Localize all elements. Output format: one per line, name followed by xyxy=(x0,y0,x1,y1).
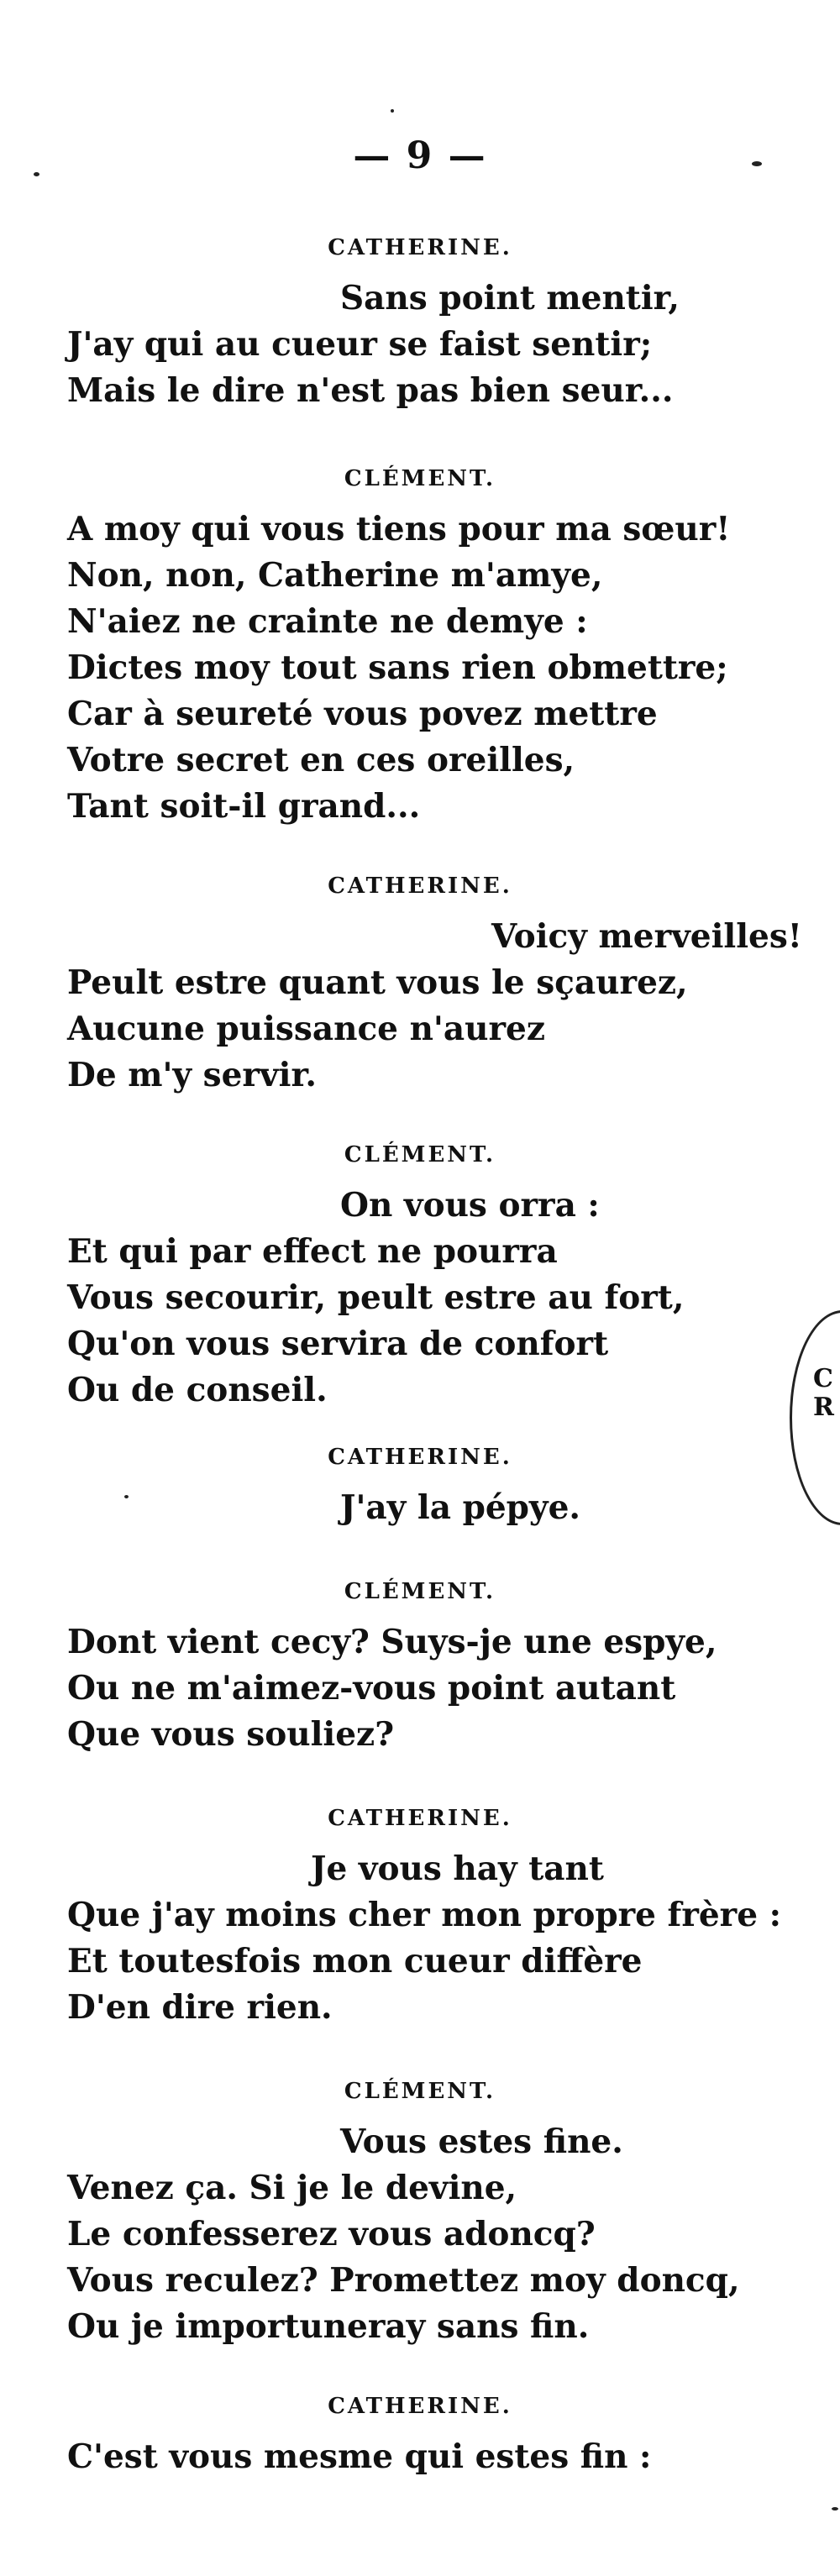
speaker-name: CLÉMENT. xyxy=(344,1142,496,1167)
verse-line: D'en dire rien. xyxy=(67,1988,333,2027)
speaker-name: CLÉMENT. xyxy=(344,466,496,491)
verse-line: Peult estre quant vous le sçaurez, xyxy=(67,963,688,1002)
verse-line: Aucune puissance n'aurez xyxy=(67,1010,546,1048)
verse-line: Dictes moy tout sans rien obmettre; xyxy=(67,648,728,687)
speaker-name: CLÉMENT. xyxy=(344,2079,496,2104)
passage xyxy=(0,1579,840,1758)
speaker-name: CATHERINE. xyxy=(328,874,512,899)
passage xyxy=(0,1142,840,1414)
verse-line: N'aiez ne crainte ne demye : xyxy=(67,602,588,641)
verse-line: Ou ne m'aimez-vous point autant xyxy=(67,1669,676,1708)
verse-line: Et qui par effect ne pourra xyxy=(67,1232,558,1271)
ink-speck xyxy=(34,172,39,176)
ink-speck xyxy=(124,1495,129,1498)
verse-line: C'est vous mesme qui estes fin : xyxy=(67,2437,652,2476)
verse-line: Vous secourir, peult estre au fort, xyxy=(67,1278,685,1317)
passage xyxy=(0,235,840,414)
speaker-name: CATHERINE. xyxy=(328,1806,512,1831)
speaker-name: CATHERINE. xyxy=(328,235,512,260)
speaker-name: CATHERINE. xyxy=(328,2394,512,2419)
passage xyxy=(0,2079,840,2350)
verse-line: On vous orra : xyxy=(340,1186,600,1225)
ink-speck xyxy=(832,2507,838,2510)
verse-line: Ou je importuneray sans fin. xyxy=(67,2307,590,2346)
speaker-name: CLÉMENT. xyxy=(344,1579,496,1604)
verse-line: J'ay qui au cueur se faist sentir; xyxy=(67,325,653,364)
verse-line: Et toutesfois mon cueur diffère xyxy=(67,1942,643,1981)
verse-line: Qu'on vous servira de confort xyxy=(67,1325,609,1363)
verse-line: Vous reculez? Promettez moy doncq, xyxy=(67,2261,740,2300)
verse-line: Venez ça. Si je le devine, xyxy=(67,2169,517,2207)
verse-line: Vous estes fine. xyxy=(340,2122,623,2161)
verse-line: Car à seureté vous povez mettre xyxy=(67,695,658,733)
verse-line: De m'y servir. xyxy=(67,1056,317,1094)
verse-line: J'ay la pépye. xyxy=(340,1488,580,1527)
verse-line: A moy qui vous tiens pour ma sœur! xyxy=(67,510,731,548)
passage xyxy=(0,466,840,830)
verse-line: Dont vient cecy? Suys-je une espye, xyxy=(67,1623,717,1661)
verse-line: Que vous souliez? xyxy=(67,1715,395,1754)
passage xyxy=(0,2394,840,2480)
speaker-name: CATHERINE. xyxy=(328,1445,512,1470)
verse-line: Sans point mentir, xyxy=(340,279,680,317)
passage xyxy=(0,1806,840,2031)
verse-line: Le confesserez vous adoncq? xyxy=(67,2215,596,2253)
ink-speck xyxy=(752,161,762,166)
verse-line: Votre secret en ces oreilles, xyxy=(67,741,575,779)
verse-line: Ou de conseil. xyxy=(67,1371,328,1409)
verse-line: Voicy merveilles! xyxy=(491,917,802,956)
verse-line: Non, non, Catherine m'amye, xyxy=(67,556,603,595)
verse-line: Je vous hay tant xyxy=(311,1849,604,1888)
ink-speck xyxy=(391,109,394,113)
passage xyxy=(0,874,840,1099)
verse-line: Mais le dire n'est pas bien seur... xyxy=(67,371,674,410)
verse-line: Tant soit-il grand... xyxy=(67,787,421,826)
passage xyxy=(0,1445,840,1531)
page-number: — 9 — xyxy=(353,134,487,177)
verse-line: Que j'ay moins cher mon propre frère : xyxy=(67,1896,782,1934)
library-stamp-text: C R xyxy=(813,1364,834,1422)
